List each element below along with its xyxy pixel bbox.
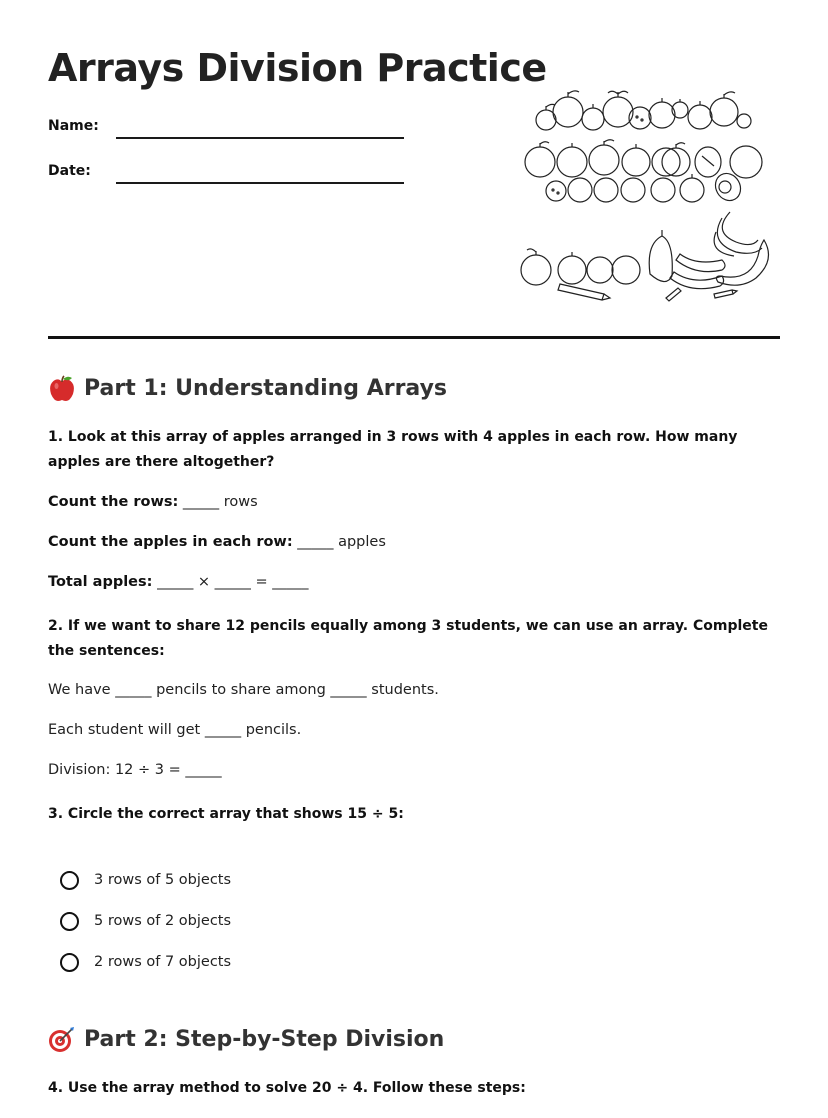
question-2-text: 2. If we want to share 12 pencils equally among 3 students, we can use an array. Complete the sentences:: [48, 618, 768, 659]
q1-rows-line: [48, 494, 258, 510]
part1-heading-text: Part 1: Understanding Arrays: [84, 375, 448, 401]
name-label: Name:: [48, 118, 99, 134]
name-field: [48, 118, 408, 142]
pencil-crayons: [558, 284, 737, 301]
q2-line-2[interactable]: Each student will get _____ pencils.: [48, 722, 302, 738]
question-1-text: 1. Look at this array of apples arranged in 3 rows with 4 apples in each row. How many apples are there altogether?: [48, 429, 738, 470]
date-label: Date:: [48, 163, 91, 179]
banana-bunch: [714, 212, 762, 256]
q1-rows-label: Count the rows:: [48, 494, 179, 510]
part2-heading-text: Part 2: Step-by-Step Division: [84, 1026, 445, 1052]
part1-heading: [48, 374, 447, 402]
q3-option-1[interactable]: [58, 867, 231, 893]
fruit-row-2: [525, 140, 762, 178]
q1-each-label: Count the apples in each row:: [48, 534, 293, 550]
q1-total-line: [48, 574, 309, 590]
q3-option-2[interactable]: [58, 908, 231, 934]
q2-line-1[interactable]: We have _____ pencils to share among _____ students.: [48, 682, 439, 698]
worksheet-page: [48, 0, 780, 1118]
name-line[interactable]: [116, 137, 404, 139]
header-divider: [48, 336, 780, 339]
q3-option-3-label: 2 rows of 7 objects: [94, 954, 232, 970]
q1-rows-blank[interactable]: _____ rows: [182, 494, 258, 510]
question-3-text: 3. Circle the correct array that shows 15 ÷ 5:: [48, 806, 404, 822]
radio-circle[interactable]: [60, 912, 79, 931]
fruit-row-1: [536, 91, 751, 130]
q1-each-line: [48, 534, 386, 550]
page-title: Arrays Division Practice: [48, 46, 547, 90]
question-4-text: 4. Use the array method to solve 20 ÷ 4. Follow these steps:: [48, 1080, 526, 1096]
q3-option-2-label: 5 rows of 2 objects: [94, 913, 232, 929]
fruit-illustration: [518, 84, 780, 306]
q3-option-3[interactable]: [58, 949, 231, 975]
radio-circle[interactable]: [60, 953, 79, 972]
q1-total-label: Total apples:: [48, 574, 153, 590]
fruit-row-4: [521, 230, 769, 289]
part2-heading: [48, 1025, 444, 1053]
target-dart-icon: [48, 1025, 76, 1053]
date-field: [48, 163, 408, 187]
date-line[interactable]: [116, 182, 404, 184]
apple-icon: [48, 374, 76, 402]
q1-each-blank[interactable]: _____ apples: [297, 534, 386, 550]
q1-total-blank[interactable]: _____ × _____ = _____: [157, 574, 309, 590]
q3-option-1-label: 3 rows of 5 objects: [94, 872, 232, 888]
radio-circle[interactable]: [60, 871, 79, 890]
q2-line-3[interactable]: Division: 12 ÷ 3 = _____: [48, 762, 222, 778]
